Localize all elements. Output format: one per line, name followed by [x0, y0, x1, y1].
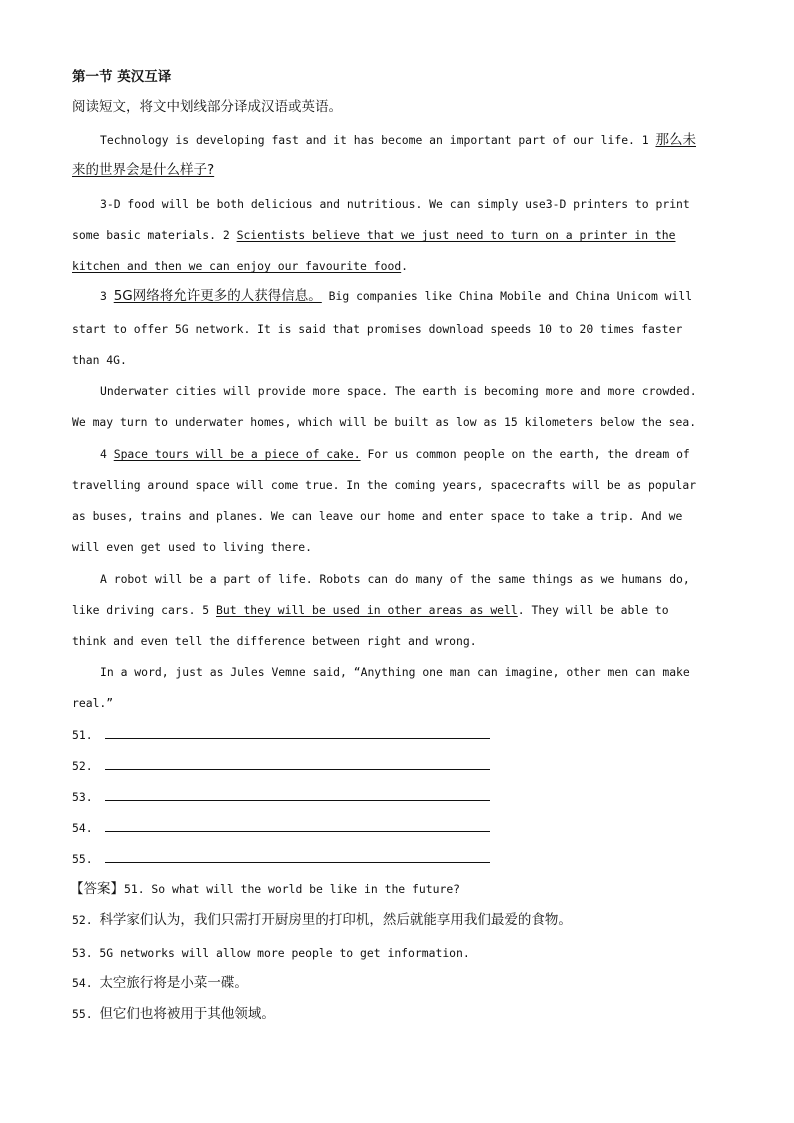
- paragraph-3-line-1: 3 5G网络将允许更多的人获得信息。 Big companies like China Mobile and China Unicom will: [100, 288, 693, 304]
- paragraph-2-line-1: 3-D food will be both delicious and nutritious. We can simply use3-D printers to print: [100, 197, 690, 211]
- answer-3: 53. 5G networks will allow more people to get information.: [72, 946, 470, 960]
- instruction-text: 阅读短文，将文中划线部分译成汉语或英语。: [72, 99, 342, 115]
- answer-blank-54[interactable]: 54.: [72, 819, 490, 837]
- paragraph-1-line-1: Technology is developing fast and it has become an important part of our life. 1 那么未: [100, 132, 696, 148]
- paragraph-4-line-1: Underwater cities will provide more space. The earth is becoming more and more crowded.: [100, 384, 697, 398]
- question-1-part-b: 来的世界会是什么样子?: [72, 162, 215, 178]
- answer-blank-52[interactable]: 52.: [72, 757, 490, 775]
- answer-line[interactable]: [105, 757, 490, 770]
- question-1-part-a: 那么未: [655, 132, 696, 148]
- paragraph-7-line-1: In a word, just as Jules Vemne said, “Anything one man can imagine, other men can make: [100, 665, 690, 679]
- paragraph-4-line-2: We may turn to underwater homes, which will be built as low as 15 kilometers below the sea.: [72, 415, 697, 429]
- answer-1: 【答案】51. So what will the world be like in the future?: [70, 881, 461, 897]
- paragraph-3-line-3: than 4G.: [72, 353, 127, 367]
- paragraph-5-line-3: as buses, trains and planes. We can leave our home and enter space to take a trip. And we: [72, 509, 683, 523]
- answer-blank-53[interactable]: 53.: [72, 788, 490, 806]
- answer-label: 【答案】: [70, 881, 124, 897]
- paragraph-6-line-2: like driving cars. 5 But they will be used in other areas as well. They will be able to: [72, 603, 669, 617]
- answer-blank-55[interactable]: 55.: [72, 850, 490, 868]
- question-4: Space tours will be a piece of cake.: [113, 447, 361, 461]
- question-2-part-b: kitchen and then we can enjoy our favourite food: [72, 259, 402, 273]
- answer-line[interactable]: [105, 726, 490, 739]
- answer-blank-51[interactable]: 51.: [72, 726, 490, 744]
- section-title: 第一节 英汉互译: [72, 69, 172, 85]
- paragraph-6-line-3: think and even tell the difference between right and wrong.: [72, 634, 477, 648]
- question-2-part-a: Scientists believe that we just need to turn on a printer in the: [236, 228, 676, 242]
- paragraph-3-line-2: start to offer 5G network. It is said that promises download speeds 10 to 20 times faster: [72, 322, 683, 336]
- paragraph-5-line-1: 4 Space tours will be a piece of cake. For us common people on the earth, the dream of: [100, 447, 690, 461]
- paragraph-6-line-1: A robot will be a part of life. Robots can do many of the same things as we humans do,: [100, 572, 690, 586]
- paragraph-2-line-3: kitchen and then we can enjoy our favourite food.: [72, 259, 409, 273]
- paragraph-5-line-2: travelling around space will come true. In the coming years, spacecrafts will be as popular: [72, 478, 697, 492]
- paragraph-5-line-4: will even get used to living there.: [72, 540, 313, 554]
- answer-2: 52. 科学家们认为，我们只需打开厨房里的打印机，然后就能享用我们最爱的食物。: [72, 912, 572, 928]
- answer-line[interactable]: [105, 819, 490, 832]
- question-3: 5G网络将允许更多的人获得信息。: [113, 288, 322, 304]
- paragraph-2-line-2: some basic materials. 2 Scientists believe that we just need to turn on a printer in the: [72, 228, 676, 242]
- answer-5: 55. 但它们也将被用于其他领域。: [72, 1006, 275, 1022]
- answer-4: 54. 太空旅行将是小菜一碟。: [72, 975, 248, 991]
- paragraph-7-line-2: real.”: [72, 696, 114, 710]
- answer-line[interactable]: [105, 788, 490, 801]
- question-5: But they will be used in other areas as well: [216, 603, 518, 617]
- answer-line[interactable]: [105, 850, 490, 863]
